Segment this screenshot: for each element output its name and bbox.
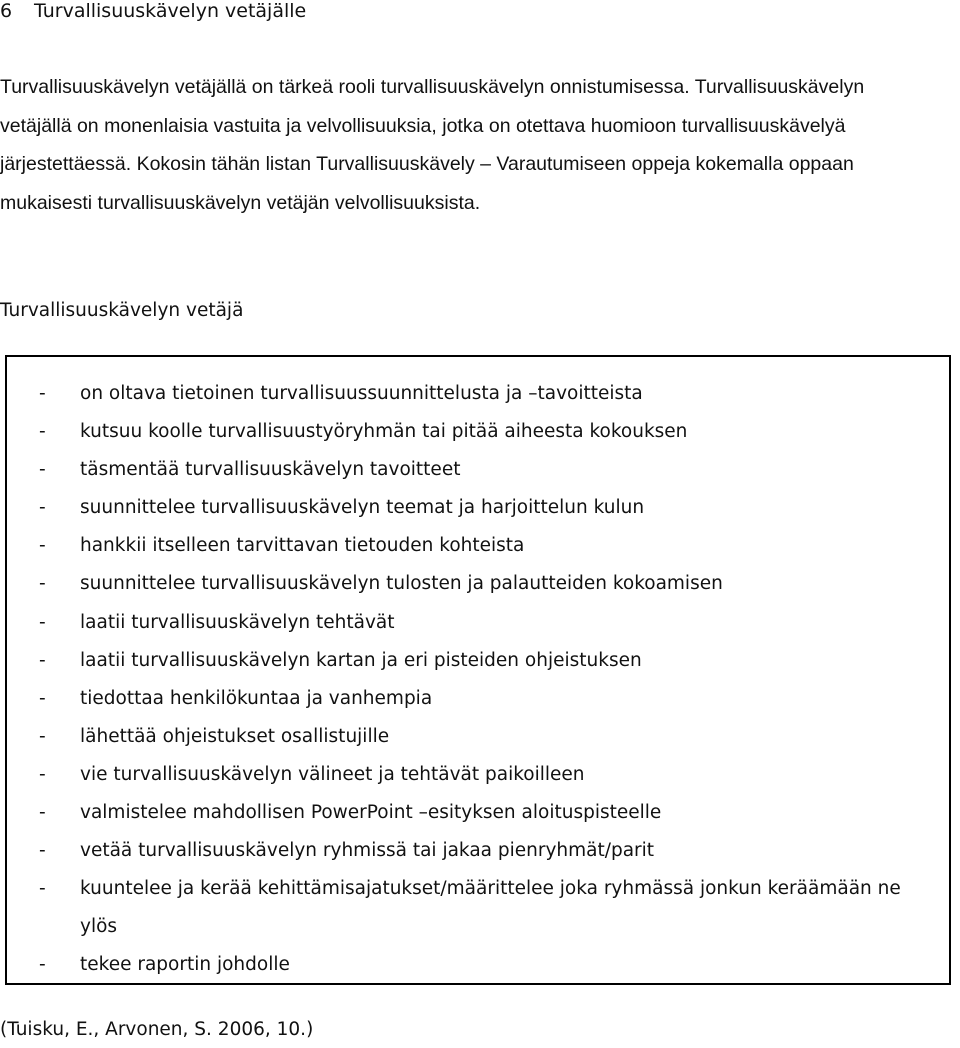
list-bullet: - — [39, 763, 46, 785]
list-heading: Turvallisuuskävelyn vetäjä — [0, 300, 244, 321]
list-item-text: valmistelee mahdollisen PowerPoint –esityksen aloituspisteelle — [80, 802, 662, 824]
list-item-text: lähettää ohjeistukset osallistujille — [80, 725, 390, 747]
section-title: Turvallisuuskävelyn vetäjälle — [34, 0, 307, 22]
list-item — [7, 604, 949, 642]
list-item — [7, 832, 949, 870]
list-item — [7, 870, 949, 946]
list-bullet: - — [39, 611, 46, 633]
citation: (Tuisku, E., Arvonen, S. 2006, 10.) — [0, 1019, 314, 1040]
responsibilities-box — [5, 355, 951, 985]
list-item-text: laatii turvallisuuskävelyn tehtävät — [80, 611, 395, 633]
list-item-text: vetää turvallisuuskävelyn ryhmissä tai jakaa pienryhmät/parit — [80, 840, 655, 862]
list-bullet: - — [39, 725, 46, 747]
list-item-text: täsmentää turvallisuuskävelyn tavoitteet — [80, 459, 461, 481]
list-bullet: - — [39, 573, 46, 595]
list-item — [7, 451, 949, 489]
list-item — [7, 375, 949, 413]
list-bullet: - — [39, 421, 46, 443]
list-item-text: kuuntelee ja kerää kehittämisajatukset/määrittelee joka ryhmässä jonkun keräämään ne ylös — [80, 878, 901, 938]
list-bullet: - — [39, 687, 46, 709]
responsibilities-list — [7, 375, 949, 985]
list-item — [7, 756, 949, 794]
list-bullet: - — [39, 878, 46, 900]
list-item — [7, 565, 949, 603]
intro-paragraph: Turvallisuuskävelyn vetäjällä on tärkeä rooli turvallisuuskävelyn onnistumisessa. Turvallisuuskävelyn vetäjällä on monenlaisia vastuita ja velvollisuuksia, jotka on otettava huomioon turvallisuuskävelyä järjestettäessä. Kokosin tähän listan Turvallisuuskävely – Varautumiseen oppeja kokemalla oppaan mukaisesti turvallisuuskävelyn vetäjän velvollisuuksista. — [0, 76, 865, 214]
list-bullet: - — [39, 840, 46, 862]
list-item — [7, 718, 949, 756]
list-item-text: vie turvallisuuskävelyn välineet ja tehtävät paikoilleen — [80, 763, 585, 785]
list-item — [7, 680, 949, 718]
section-heading — [0, 0, 306, 22]
list-item — [7, 794, 949, 832]
list-item-text: tekee raportin johdolle — [80, 954, 290, 976]
section-number: 6 — [0, 0, 13, 22]
list-bullet: - — [39, 802, 46, 824]
list-item-text: on oltava tietoinen turvallisuussuunnittelusta ja –tavoitteista — [80, 383, 643, 404]
list-item-text: kutsuu koolle turvallisuustyöryhmän tai pitää aiheesta kokouksen — [80, 421, 688, 443]
list-bullet: - — [39, 383, 46, 404]
list-bullet: - — [39, 497, 46, 519]
list-item-text: laatii turvallisuuskävelyn kartan ja eri pisteiden ohjeistuksen — [80, 649, 642, 671]
list-bullet: - — [39, 459, 46, 481]
list-item-text: tiedottaa henkilökuntaa ja vanhempia — [80, 687, 433, 709]
list-bullet: - — [39, 649, 46, 671]
list-item — [7, 489, 949, 527]
list-bullet: - — [39, 954, 46, 976]
list-item — [7, 527, 949, 565]
list-item — [7, 946, 949, 984]
list-item-text: hankkii itselleen tarvittavan tietouden kohteista — [80, 535, 525, 557]
list-item — [7, 413, 949, 451]
list-bullet: - — [39, 535, 46, 557]
list-item-text: suunnittelee turvallisuuskävelyn teemat ja harjoittelun kulun — [80, 497, 645, 519]
list-item-text: suunnittelee turvallisuuskävelyn tulosten ja palautteiden kokoamisen — [80, 573, 723, 595]
list-item — [7, 642, 949, 680]
